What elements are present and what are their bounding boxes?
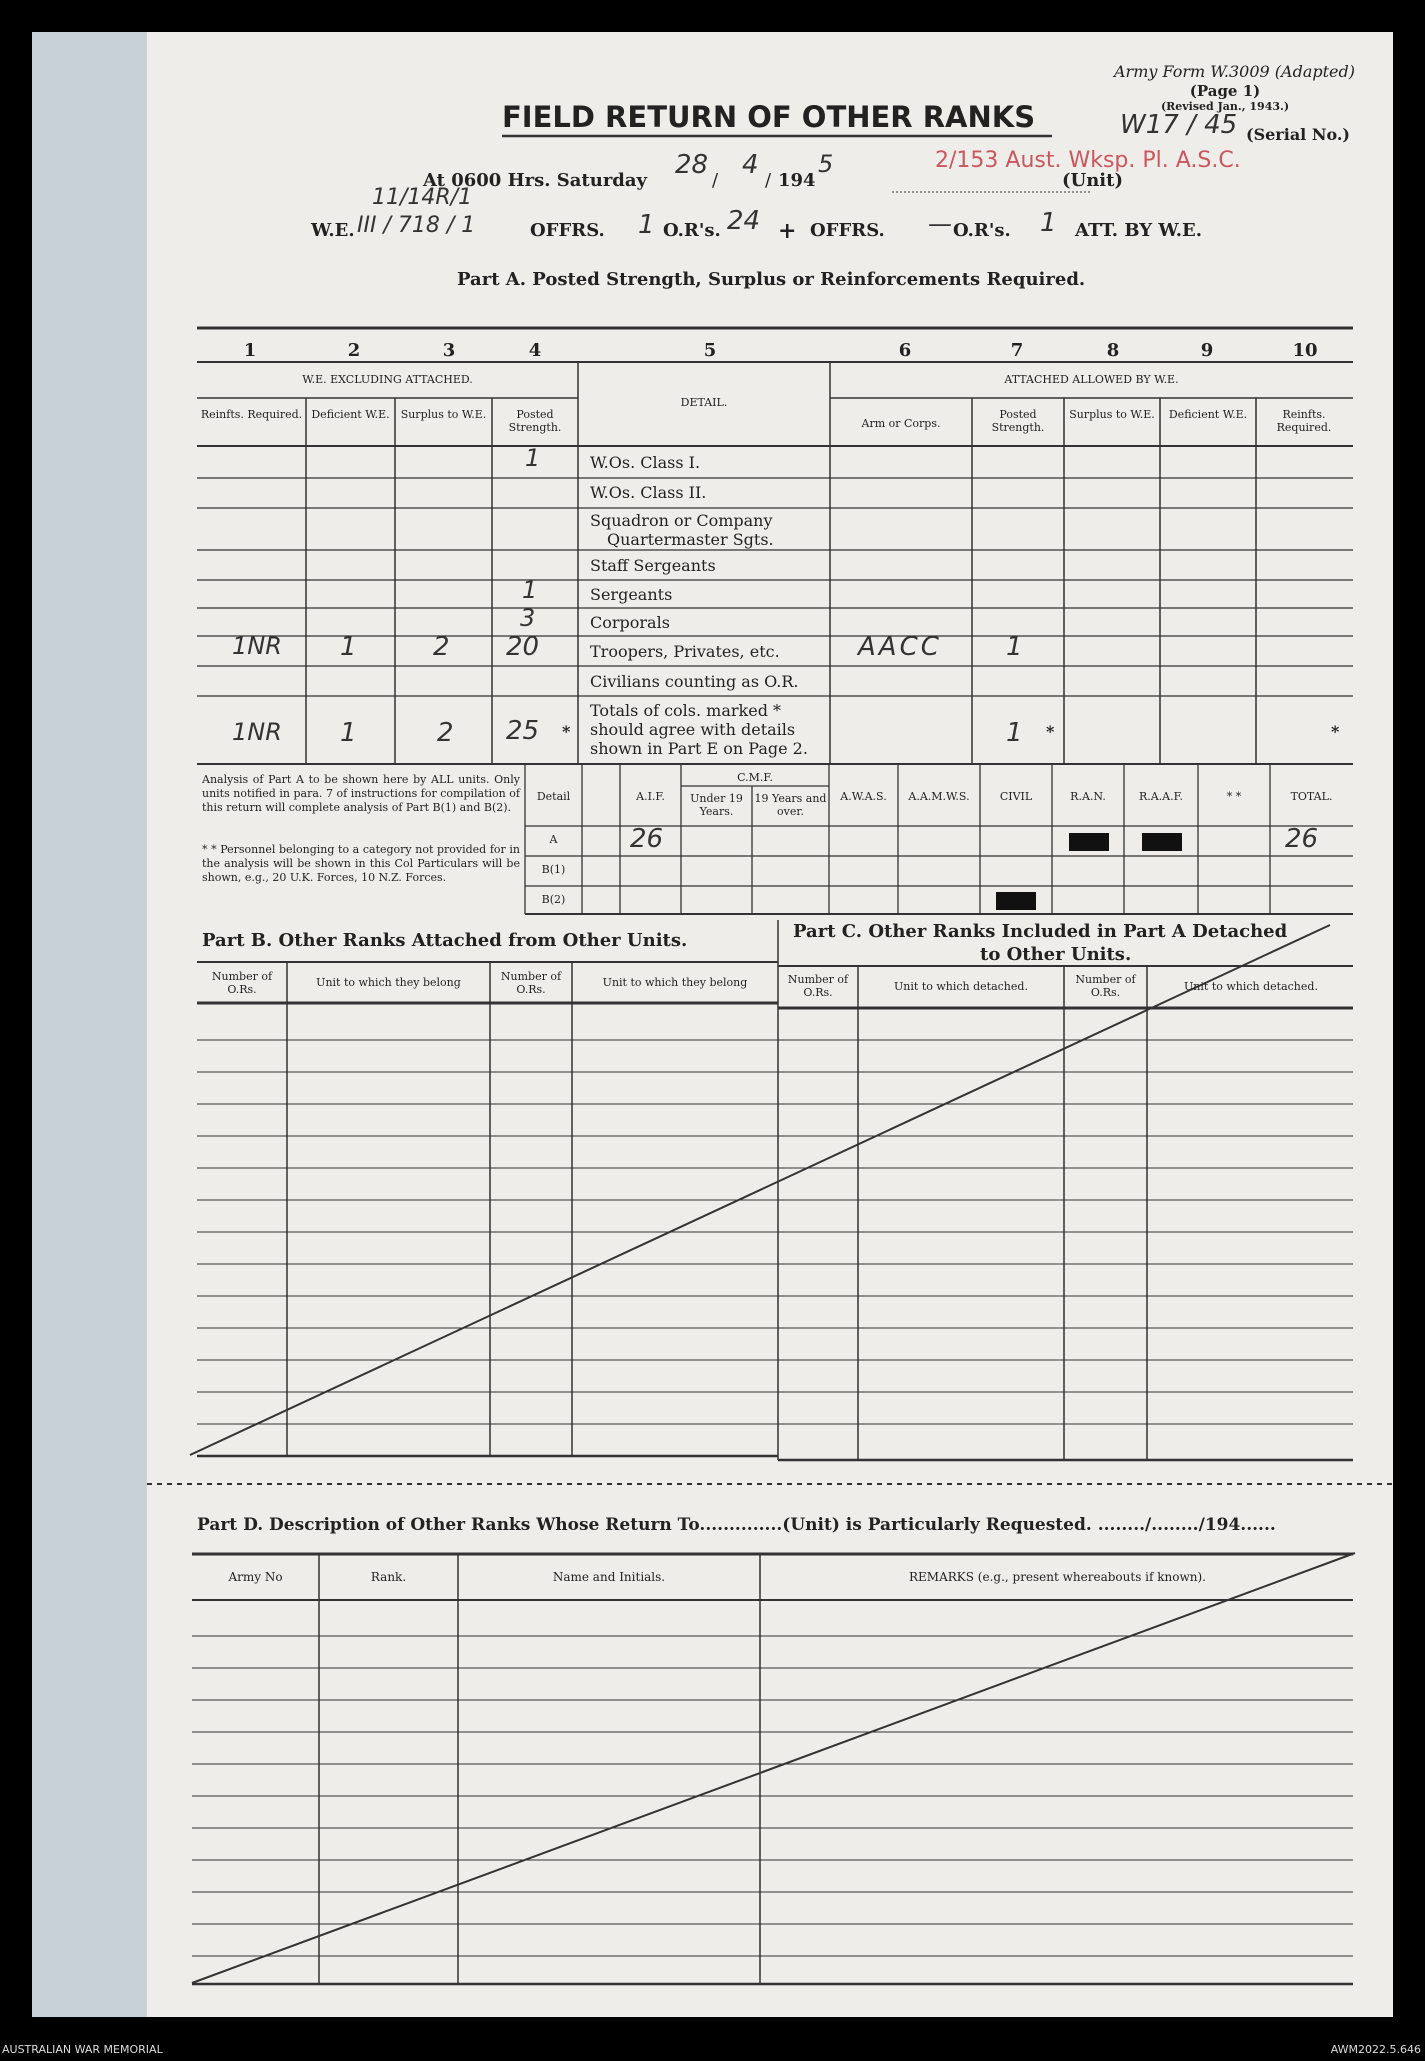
asterisk: * (1331, 722, 1340, 741)
analysis-header: Detail (536, 790, 571, 803)
col-number: 2 (347, 340, 361, 361)
col-header: Reinfts. Required. (1276, 408, 1332, 434)
part-d-col: REMARKS (e.g., present whereabouts if known). (909, 1570, 1206, 1584)
analysis-header: A.A.M.W.S. (908, 790, 970, 803)
detail-row: Civilians counting as O.R. (590, 672, 799, 691)
analysis-row-label: B(1) (541, 863, 566, 876)
attached-posted-strength: 1 (1006, 632, 1023, 662)
att-label: ATT. BY W.E. (1075, 220, 1203, 241)
analysis-header: CIVIL (999, 790, 1033, 803)
total-surplus: 2 (437, 718, 454, 748)
col-header: Deficient W.E. (311, 408, 390, 421)
part-b-col: Unit to which they belong (602, 976, 748, 989)
ors-label: O.R's. (663, 220, 721, 241)
arm-or-corps: AACC (858, 632, 942, 662)
date-separator: / (712, 170, 719, 191)
analysis-header: * * (1226, 790, 1242, 803)
reinforcements-required: 1NR (232, 632, 282, 660)
part-d-col: Rank. (370, 1570, 407, 1584)
unit-stamp: 2/153 Aust. Wksp. Pl. A.S.C. (935, 148, 1241, 173)
part-d-heading: Part D. Description of Other Ranks Whose Return To..............(Unit) is Particularly Requested. ......../......../194...... (197, 1515, 1276, 1535)
col-header: Surplus to W.E. (400, 408, 487, 421)
asterisk: * (1046, 722, 1055, 741)
col-number: 8 (1106, 340, 1120, 361)
part-c-heading: to Other Units. (980, 944, 1132, 965)
analysis-note: * * Personnel belonging to a category not provided for in the analysis will be shown in this Col Particulars will be shown, e.g., 20 U.K. Forces, 10 N.Z. Forces. (202, 843, 520, 884)
total-reinforcements: 1NR (232, 718, 282, 746)
part-d-col: Army No (228, 1570, 283, 1584)
analysis-header: R.A.A.F. (1138, 790, 1184, 803)
col-number: 3 (442, 340, 456, 361)
analysis-header: Under 19 Years. (690, 792, 743, 818)
part-b-col: Unit to which they belong (316, 976, 461, 989)
deficient-we: 1 (340, 632, 357, 662)
date-month: 4 (742, 150, 759, 180)
part-a-heading: Part A. Posted Strength, Surplus or Reinforcements Required. (457, 269, 1086, 290)
part-b-heading: Part B. Other Ranks Attached from Other Units. (202, 930, 688, 951)
totals-note: shown in Part E on Page 2. (590, 739, 808, 758)
analysis-row-label: B(2) (541, 893, 566, 906)
col-header: Surplus to W.E. (1069, 408, 1155, 421)
col-header: Posted Strength. (991, 408, 1045, 434)
serial-number-value: W17 / 45 (1120, 110, 1238, 140)
col-number: 1 (243, 340, 257, 361)
detail-row: W.Os. Class I. (590, 453, 701, 472)
aif-count: 26 (630, 824, 664, 854)
col-header: DETAIL. (680, 396, 728, 409)
analysis-note: Analysis of Part A to be shown here by ALL units. Only units notified in para. 7 of instructions for compilation of this return will complete analysis of Part B(1) and B(2). (202, 773, 520, 814)
col-header: Deficient W.E. (1168, 408, 1248, 421)
col-number: 7 (1010, 340, 1024, 361)
we-label: W.E. (311, 220, 355, 241)
total-posted: 25 (506, 716, 540, 746)
detail-row: W.Os. Class II. (590, 483, 707, 502)
footer-left: AUSTRALIAN WAR MEMORIAL (2, 2043, 163, 2056)
analysis-header: TOTAL. (1290, 790, 1333, 803)
col-header: Reinfts. Required. (200, 408, 303, 421)
part-b-col: Number of O.Rs. (211, 970, 273, 996)
ors2-value: 1 (1040, 208, 1057, 238)
plus-sign: + (778, 218, 797, 244)
detail-row: Sergeants (590, 585, 673, 604)
posted-strength: 1 (525, 444, 541, 472)
totals-note: should agree with details (590, 720, 796, 739)
asterisk: * (562, 722, 571, 741)
part-c-col: Unit to which detached. (1184, 980, 1318, 993)
at-label: At 0600 Hrs. Saturday (423, 170, 648, 191)
offrs-value: 1 (638, 210, 655, 240)
total-count: 26 (1285, 824, 1319, 854)
part-c-col: Number of O.Rs. (787, 973, 849, 999)
total-attached-posted: 1 (1006, 718, 1023, 748)
group-header-left: W.E. EXCLUDING ATTACHED. (302, 373, 473, 386)
detail-row: Troopers, Privates, etc. (590, 642, 780, 661)
part-c-col: Number of O.Rs. (1075, 973, 1136, 999)
offrs2-label: OFFRS. (810, 220, 885, 241)
offrs2-value: — (928, 210, 952, 238)
detail-row: Corporals (590, 613, 670, 632)
analysis-header: R.A.N. (1070, 790, 1106, 803)
part-c-heading: Part C. Other Ranks Included in Part A Detached (793, 921, 1288, 942)
page-title: FIELD RETURN OF OTHER RANKS (502, 100, 1036, 134)
col-number: 6 (898, 340, 912, 361)
col-header: Posted Strength. (508, 408, 562, 434)
analysis-header: A.W.A.S. (840, 790, 887, 803)
revised-date: (Revised Jan., 1943.) (1160, 100, 1290, 113)
unit-label: (Unit) (1062, 170, 1123, 191)
total-deficient: 1 (340, 718, 357, 748)
we-correction: 11/14R/1 (372, 185, 473, 210)
totals-note: Totals of cols. marked * (590, 701, 782, 720)
offrs-label: OFFRS. (530, 220, 605, 241)
posted-strength: 20 (506, 632, 540, 662)
part-d-col: Name and Initials. (552, 1570, 666, 1584)
posted-strength: 1 (522, 576, 538, 604)
date-separator: / (765, 170, 772, 191)
group-header-right: ATTACHED ALLOWED BY W.E. (1004, 373, 1179, 386)
year-prefix: 194 (778, 170, 816, 191)
form-id: Army Form W.3009 (Adapted) (1113, 62, 1355, 81)
ors-value: 24 (727, 206, 761, 236)
detail-row: Staff Sergeants (590, 556, 716, 575)
analysis-header: C.M.F. (737, 771, 773, 784)
posted-strength: 3 (520, 604, 536, 632)
analysis-header: 19 Years and over. (754, 792, 827, 818)
col-number: 4 (528, 340, 542, 361)
serial-label: (Serial No.) (1246, 125, 1350, 144)
col-number: 9 (1200, 340, 1214, 361)
detail-row: Squadron or Company (590, 511, 773, 530)
surplus-we: 2 (433, 632, 450, 662)
col-number: 5 (703, 340, 717, 361)
detail-row: Quartermaster Sgts. (607, 530, 774, 549)
part-b-col: Number of O.Rs. (500, 970, 562, 996)
col-header: Arm or Corps. (861, 417, 941, 430)
we-value: III / 718 / 1 (357, 213, 476, 238)
part-c-col: Unit to which detached. (894, 980, 1028, 993)
analysis-row-label: A (549, 833, 558, 846)
page-number: (Page 1) (1189, 82, 1261, 100)
analysis-header: A.I.F. (636, 790, 665, 803)
year-suffix: 5 (818, 150, 834, 178)
col-number: 10 (1292, 340, 1318, 361)
date-day: 28 (675, 150, 709, 180)
ors2-label: O.R's. (953, 220, 1011, 241)
footer-right: AWM2022.5.646 (1330, 2043, 1421, 2056)
